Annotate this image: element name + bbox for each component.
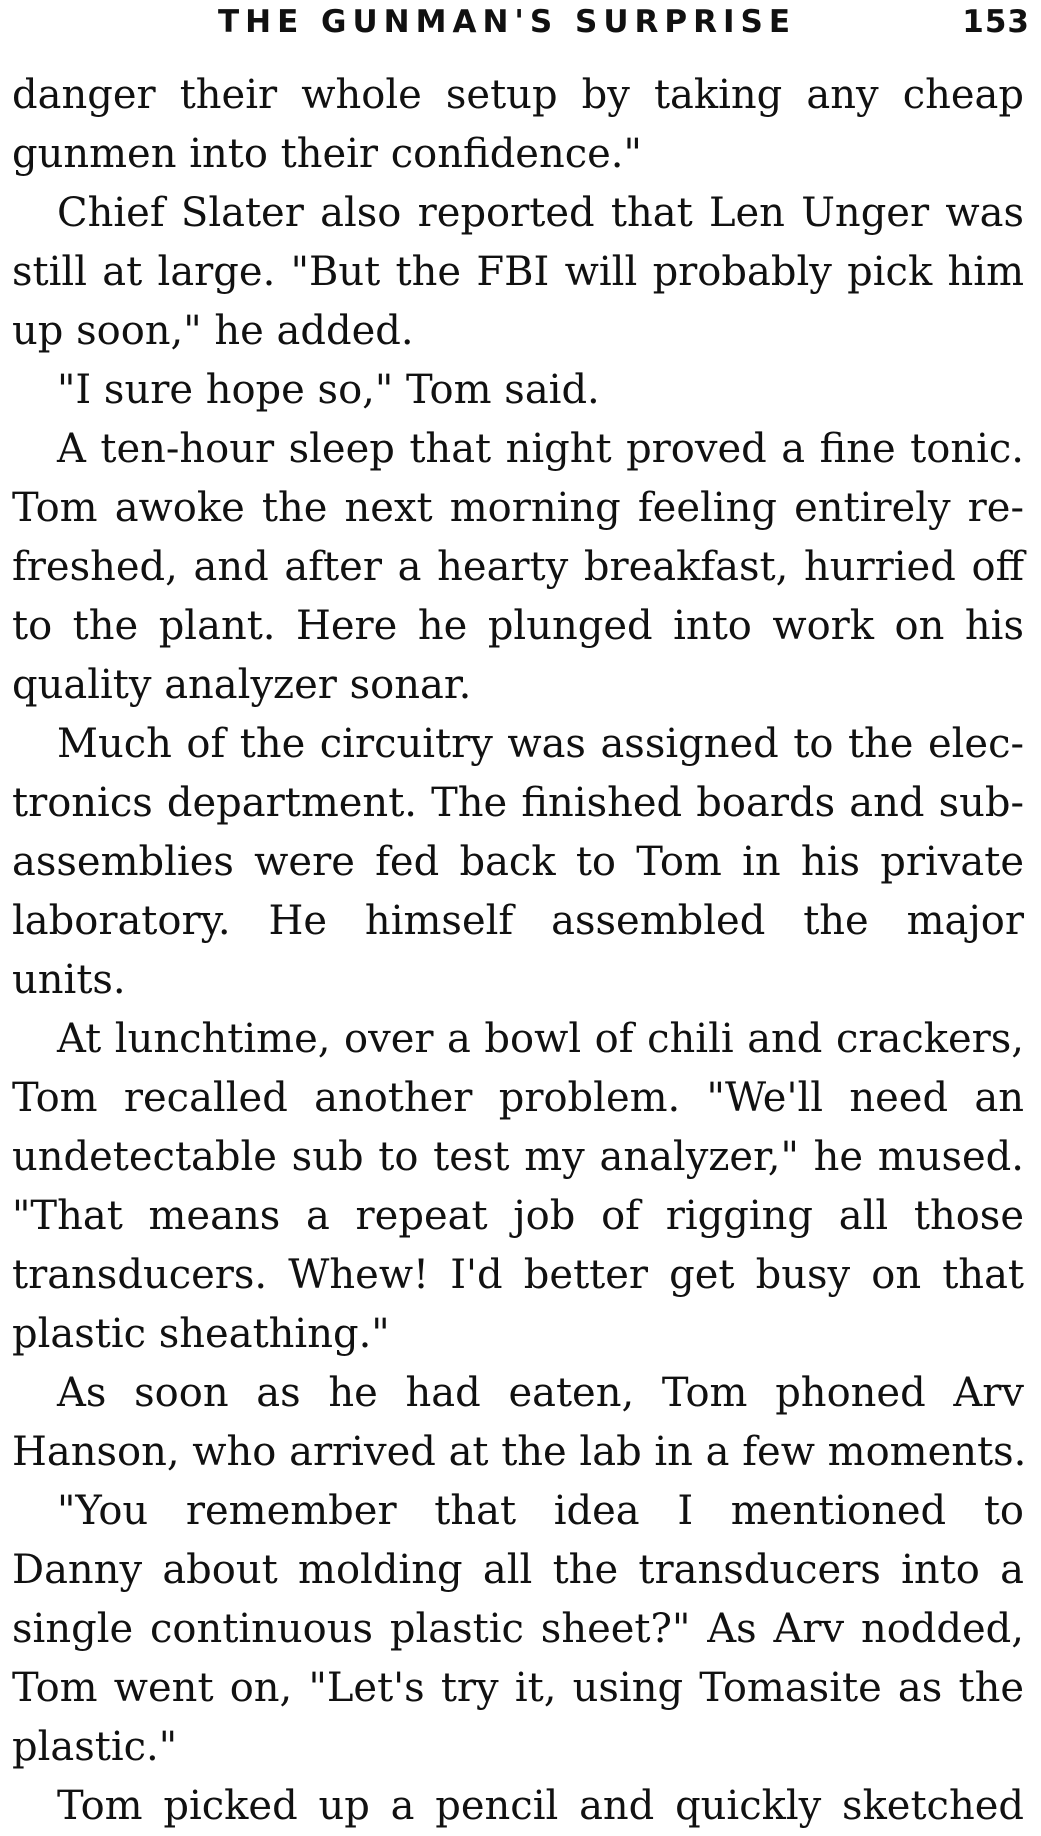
- text-line: plastic sheathing.": [12, 1311, 390, 1357]
- text-line: "I sure hope so," Tom said.: [57, 367, 600, 413]
- running-head: [0, 4, 1030, 52]
- body-text: [12, 66, 1027, 1836]
- text-line: Tom recalled another problem. "We'll need an: [12, 1075, 1024, 1121]
- text-line: Much of the circuitry was assigned to the elec-: [57, 721, 1024, 767]
- text-line: Tom went on, "Let's try it, using Tomasite as the: [12, 1665, 1024, 1711]
- text-line: assemblies were fed back to Tom in his private: [12, 839, 1024, 885]
- text-line: units.: [12, 957, 126, 1003]
- text-line: gunmen into their confidence.": [12, 131, 642, 177]
- page-number: 153: [962, 4, 1030, 40]
- text-line: tronics department. The finished boards and sub-: [12, 780, 1024, 826]
- text-line: Chief Slater also reported that Len Unger was: [57, 190, 1024, 236]
- text-line: to the plant. Here he plunged into work on his: [12, 603, 1024, 649]
- running-title: THE GUNMAN'S SURPRISE: [218, 4, 797, 40]
- text-line: laboratory. He himself assembled the major: [12, 898, 1024, 944]
- text-line: Tom picked up a pencil and quickly sketched: [57, 1783, 1024, 1829]
- text-line: up soon," he added.: [12, 308, 414, 354]
- text-line: danger their whole setup by taking any cheap: [12, 72, 1024, 118]
- text-line: Danny about molding all the transducers into a: [12, 1547, 1024, 1593]
- text-line: single continuous plastic sheet?" As Arv nodded,: [12, 1606, 1024, 1652]
- text-line: Hanson, who arrived at the lab in a few moments.: [12, 1429, 1027, 1475]
- text-line: undetectable sub to test my analyzer," he mused.: [12, 1134, 1024, 1180]
- text-line: freshed, and after a hearty breakfast, hurried off: [12, 544, 1024, 590]
- text-line: Tom awoke the next morning feeling entirely re-: [12, 485, 1024, 531]
- text-line: still at large. "But the FBI will probably pick him: [12, 249, 1024, 295]
- text-line: "You remember that idea I mentioned to: [57, 1488, 1024, 1534]
- text-line: A ten-hour sleep that night proved a fine tonic.: [57, 426, 1024, 472]
- text-line: transducers. Whew! I'd better get busy on that: [12, 1252, 1024, 1298]
- text-line: plastic.": [12, 1724, 178, 1770]
- text-line: As soon as he had eaten, Tom phoned Arv: [57, 1370, 1024, 1416]
- text-line: quality analyzer sonar.: [12, 662, 472, 708]
- text-line: "That means a repeat job of rigging all those: [12, 1193, 1024, 1239]
- text-line: At lunchtime, over a bowl of chili and crackers,: [57, 1016, 1024, 1062]
